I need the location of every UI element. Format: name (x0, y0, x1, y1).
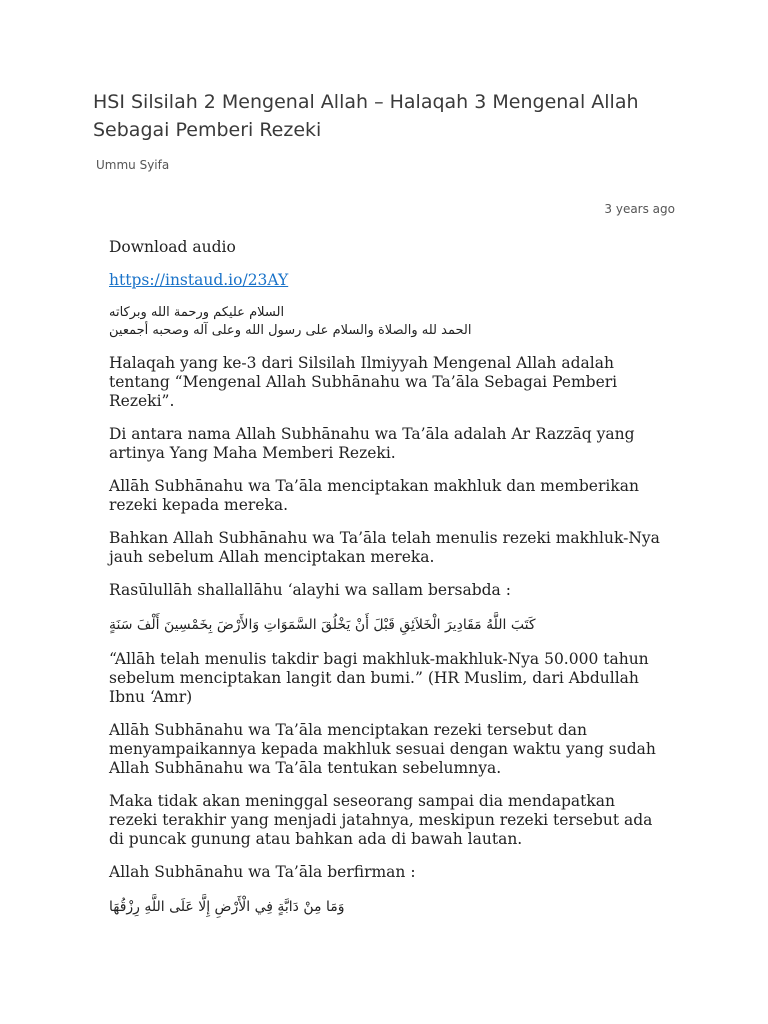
download-link[interactable]: https://instaud.io/23AY (109, 271, 289, 289)
download-link-paragraph (109, 271, 664, 290)
arabic-greeting-line-1: السلام عليكم ورحمة الله وبركاته (109, 305, 285, 320)
paragraph-3: Allāh Subhānahu wa Ta’āla menciptakan makhluk dan memberikan rezeki kepada mereka. (109, 477, 639, 514)
paragraph-8: Maka tidak akan meninggal seseorang sampai dia mendapatkan rezeki terakhir yang menjadi jatahnya, meskipun rezeki tersebut ada di puncak gunung atau bahkan ada di bawah lautan. (109, 792, 653, 848)
paragraph-4: Bahkan Allah Subhānahu wa Ta’āla telah menulis rezeki makhluk-Nya jauh sebelum Allah menciptakan mereka. (109, 529, 660, 566)
paragraph-5: Rasūlullāh shallallāhu ‘alayhi wa sallam bersabda : (109, 581, 511, 599)
download-audio-label: Download audio (109, 238, 236, 256)
hadith-arabic-text: كَتَبَ اللَّهُ مَقَادِيرَ الْخَلاَئِقِ قَبْلَ أَنْ يَخْلُقَ السَّمَوَاتِ وَالأَرْضَ بِخَمْسِينَ أَلْفَ سَنَةٍ (109, 617, 536, 633)
post-date: 3 years ago (604, 202, 675, 216)
paragraph-1: Halaqah yang ke-3 dari Silsilah Ilmiyyah Mengenal Allah adalah tentang “Mengenal Allah Subhānahu wa Ta’āla Sebagai Pemberi Rezeki”. (109, 354, 618, 410)
paragraph-9: Allah Subhānahu wa Ta’āla berfirman : (109, 863, 416, 881)
paragraph-6: “Allāh telah menulis takdir bagi makhluk-makhluk-Nya 50.000 tahun sebelum menciptakan langit dan bumi.” (HR Muslim, dari Abdullah Ibnu ‘Amr) (109, 650, 649, 706)
author-name: Ummu Syifa (96, 158, 170, 172)
arabic-greeting (109, 304, 664, 340)
arabic-greeting-line-2: الحمد لله والصلاة والسلام على رسول الله وعلى آله وصحبه أجمعين (109, 323, 472, 338)
paragraph-7: Allāh Subhānahu wa Ta’āla menciptakan rezeki tersebut dan menyampaikannya kepada makhluk sesuai dengan waktu yang sudah Allah Subhānahu wa Ta’āla tentukan sebelumnya. (109, 721, 656, 777)
article-body (109, 238, 664, 932)
paragraph-2: Di antara nama Allah Subhānahu wa Ta’āla adalah Ar Razzāq yang artinya Yang Maha Memberi Rezeki. (109, 425, 635, 462)
quran-verse-arabic: وَمَا مِنْ دَابَّةٍ فِي الْأَرْضِ إِلَّا عَلَى اللَّهِ رِزْقُهَا (109, 899, 345, 915)
page-title: HSI Silsilah 2 Mengenal Allah – Halaqah 3 Mengenal Allah Sebagai Pemberi Rezeki (93, 91, 639, 141)
